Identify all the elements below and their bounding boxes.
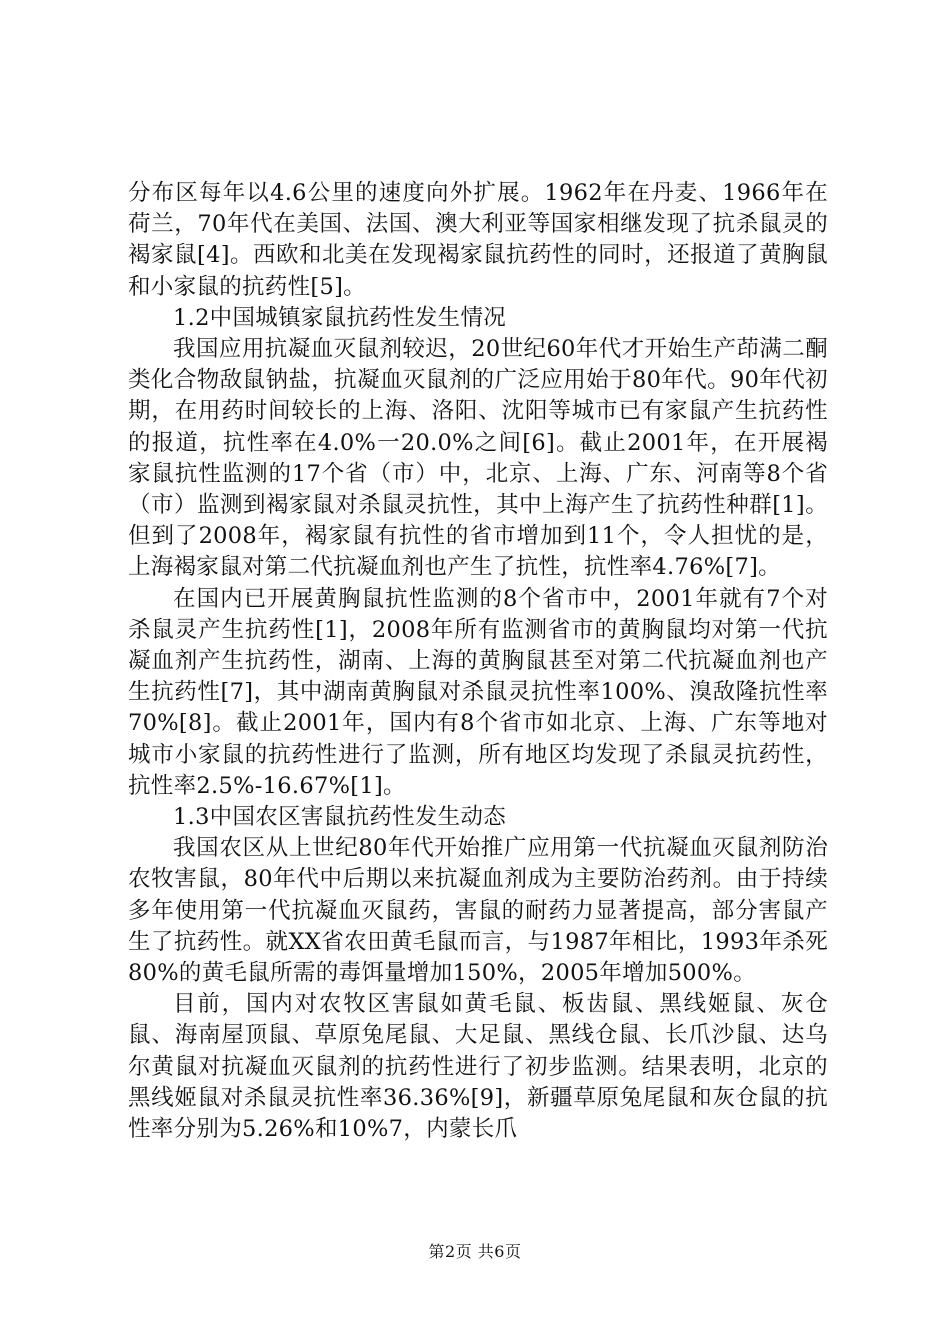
paragraph-rural-monitoring: 目前，国内对农牧区害鼠如黄毛鼠、板齿鼠、黑线姬鼠、灰仓鼠、海南屋顶鼠、草原兔尾鼠、大足鼠、黑线仓鼠、长爪沙鼠、达乌尔黄鼠对抗凝血灭鼠剂的抗药性进行了初步监测。结果表明，北京的黑线姬鼠对杀鼠灵抗性率36.36%[9]，新疆草原兔尾鼠和灰仓鼠的抗性率分别为5.26%和10%7，内蒙长爪: [128, 991, 828, 1143]
page-footer: 第2页 共6页: [428, 1242, 522, 1261]
paragraph-urban-brown-rat: 我国应用抗凝血灭鼠剂较迟，20世纪60年代才开始生产茚满二酮类化合物敌鼠钠盐，抗凝血灭鼠剂的广泛应用始于80年代。90年代初期，在用药时间较长的上海、洛阳、沈阳等城市已有家鼠产生抗药性的报道，抗性率在4.0%一20.0%之间[6]。截止2001年，在开展褐家鼠抗性监测的17个省（市）中，北京、上海、广东、河南等8个省（市）监测到褐家鼠对杀鼠灵抗性，其中上海产生了抗药性种群[1]。但到了2008年，褐家鼠有抗性的省市增加到11个，令人担忧的是，上海褐家鼠对第二代抗凝血剂也产生了抗性，抗性率4.76%[7]。: [128, 336, 828, 581]
paragraph-rural-rodents: 我国农区从上世纪80年代开始推广应用第一代抗凝血灭鼠剂防治农牧害鼠，80年代中后期以来抗凝血剂成为主要防治药剂。由于持续多年使用第一代抗凝血灭鼠药，害鼠的耐药力显著提高，部分害鼠产生了抗药性。就XX省农田黄毛鼠而言，与1987年相比，1993年杀死80%的黄毛鼠所需的毒饵量增加150%，2005年增加500%。: [128, 835, 828, 987]
section-heading-1-2: 1.2中国城镇家鼠抗药性发生情况: [173, 304, 507, 331]
document-body: [128, 178, 828, 1145]
paragraph-urban-yellow-chest-rat: 在国内已开展黄胸鼠抗性监测的8个省市中，2001年就有7个对杀鼠灵产生抗药性[1]，2008年所有监测省市的黄胸鼠均对第一代抗凝血剂产生抗药性，湖南、上海的黄胸鼠甚至对第二代抗凝血剂也产生抗药性[7]，其中湖南黄胸鼠对杀鼠灵抗性率100%、溴敌隆抗性率70%[8]。截止2001年，国内有8个省市如北京、上海、广东等地对城市小家鼠的抗药性进行了监测，所有地区均发现了杀鼠灵抗药性，抗性率2.5%-16.67%[1]。: [128, 585, 828, 799]
section-heading-1-3: 1.3中国农区害鼠抗药性发生动态: [173, 804, 507, 831]
paragraph-intro: 分布区每年以4.6公里的速度向外扩展。1962年在丹麦、1966年在荷兰，70年代在美国、法国、澳大利亚等国家相继发现了抗杀鼠灵的褐家鼠[4]。西欧和北美在发现褐家鼠抗药性的同时，还报道了黄胸鼠和小家鼠的抗药性[5]。: [128, 180, 828, 300]
